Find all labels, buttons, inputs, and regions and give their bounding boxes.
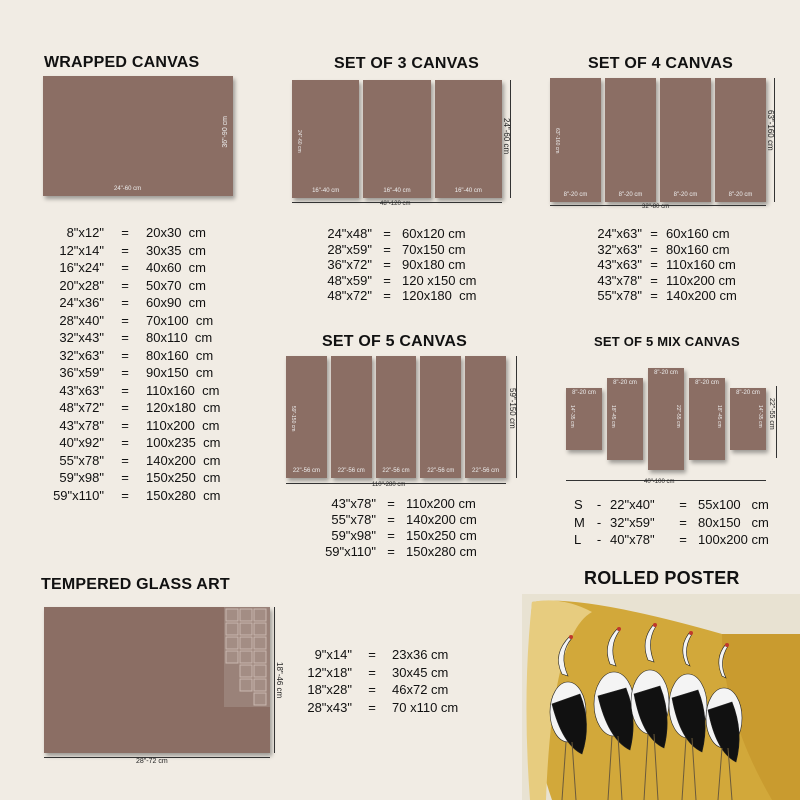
set4-panel [660, 78, 711, 202]
mix-panel [689, 378, 725, 460]
set5-panel [286, 356, 327, 478]
set5-panel [465, 356, 506, 478]
size-row [590, 242, 776, 258]
equals-sign: = [387, 496, 395, 511]
size-inches: 12"x14" [59, 242, 104, 258]
glass-title: TEMPERED GLASS ART [41, 576, 230, 593]
mix-panel-width-label: 8"-20 cm [695, 380, 719, 386]
equals-sign: = [121, 365, 129, 380]
equals-sign: = [650, 226, 658, 241]
equals-sign: = [121, 452, 129, 468]
equals-sign: = [368, 699, 376, 715]
equals-sign: = [383, 241, 391, 257]
set5-title: SET OF 5 CANVAS [322, 333, 467, 350]
equals-sign: = [679, 514, 687, 530]
size-cm: 80x160 cm [666, 241, 730, 257]
equals-sign: = [387, 544, 395, 559]
size-row [48, 382, 256, 400]
mix-panel-width-label: 8"-20 cm [613, 380, 637, 386]
size-row [318, 257, 512, 273]
equals-sign: = [387, 528, 395, 543]
poster-photo [522, 594, 800, 800]
set3-title: SET OF 3 CANVAS [334, 55, 479, 72]
set4-title: SET OF 4 CANVAS [588, 55, 733, 72]
set3-panel [292, 80, 359, 198]
set5-side-label: 59"-150 cm [508, 388, 517, 429]
size-row [48, 242, 256, 260]
size-inches: 24"x48" [327, 226, 372, 241]
size-cm: 70x100 cm [146, 312, 214, 328]
set5-preview [286, 356, 506, 478]
size-row [316, 496, 516, 512]
size-cm: 50x70 cm [146, 277, 206, 293]
equals-sign: = [121, 382, 129, 398]
size-row [318, 242, 512, 258]
equals-sign: = [383, 226, 391, 241]
equals-sign: = [121, 225, 129, 240]
set4-size-table [590, 226, 776, 304]
size-cm: 80x160 cm [146, 347, 214, 363]
panel-width-label: 16"-40 cm [312, 188, 340, 194]
size-row [318, 226, 512, 242]
glass-height-label: 18"-46 cm [275, 662, 284, 699]
size-row [48, 452, 256, 470]
set4-panel [550, 78, 601, 202]
glass-grid-icon [44, 607, 270, 753]
size-inches: 43"x63" [597, 257, 642, 272]
equals-sign: = [368, 647, 376, 662]
size-inches: 36"x59" [59, 365, 104, 380]
set4-panel [715, 78, 766, 202]
size-inches: 12"x18" [307, 664, 352, 680]
mix-panel [730, 388, 766, 450]
equals-sign: = [121, 435, 129, 450]
equals-sign: = [650, 257, 658, 272]
panel-width-label: 16"-40 cm [454, 188, 482, 194]
size-cm: 80x150 cm [698, 514, 769, 530]
size-code: M [574, 514, 585, 530]
size-inches: 48"x72" [59, 400, 104, 415]
set5-total-label: 110"-280 cm [372, 482, 406, 488]
size-row [304, 664, 502, 682]
equals-sign: = [383, 272, 391, 288]
glass-width-label: 28"-72 cm [136, 758, 168, 765]
size-cm: 100x200 cm [698, 532, 769, 547]
size-row [318, 288, 512, 304]
equals-sign: = [121, 295, 129, 310]
size-inches: 28"x40" [59, 312, 104, 328]
size-row [574, 531, 798, 549]
panel-height-label: 24"-60 cm [296, 130, 302, 153]
size-inches: 59"x98" [331, 528, 376, 543]
set4-preview [550, 78, 766, 202]
size-row [318, 273, 512, 289]
size-cm: 90x180 cm [402, 257, 466, 272]
size-row [316, 528, 516, 544]
size-cm: 110x200 cm [666, 272, 736, 288]
equals-sign: = [679, 497, 687, 512]
size-cm: 110x160 cm [666, 257, 736, 272]
size-row [48, 259, 256, 277]
poster-title: ROLLED POSTER [584, 568, 740, 588]
mix-panel-width-label: 8"-20 cm [572, 390, 596, 396]
mix-panel-height-label: 18"-45 cm [610, 405, 616, 428]
equals-sign: = [121, 487, 129, 503]
size-inches: 18"x28" [307, 682, 352, 697]
mix-title: SET OF 5 MIX CANVAS [594, 334, 740, 349]
set3-size-table [318, 226, 512, 304]
size-row [48, 312, 256, 330]
size-inches: 32"x43" [59, 330, 104, 345]
size-cm: 150x250 cm [146, 470, 221, 485]
size-inches: 22"x40" [610, 497, 655, 512]
set5-panel [420, 356, 461, 478]
panel-width-label: 22"-56 cm [472, 468, 500, 474]
panel-height-label: 63"-160 cm [554, 128, 560, 154]
size-row [590, 226, 776, 242]
size-cm: 70x150 cm [402, 241, 466, 257]
mix-side-label: 22"-55 cm [768, 398, 775, 430]
size-row [574, 496, 798, 514]
equals-sign: = [650, 288, 658, 303]
mix-panel-height-label: 14"-35 cm [757, 405, 763, 428]
size-cm: 60x160 cm [666, 226, 730, 241]
equals-sign: = [121, 470, 129, 485]
set3-side-label: 24"-60 cm [502, 118, 511, 155]
size-cm: 110x160 cm [146, 382, 220, 398]
size-cm: 46x72 cm [392, 682, 449, 697]
size-inches: 32"x63" [597, 241, 642, 257]
size-row [48, 434, 256, 452]
size-inches: 43"x78" [331, 496, 376, 511]
panel-width-label: 22"-56 cm [337, 468, 365, 474]
size-cm: 55x100 cm [698, 497, 769, 512]
panel-width-label: 8"-20 cm [563, 192, 588, 198]
equals-sign: = [121, 242, 129, 258]
mix-height-line [776, 386, 777, 458]
size-inches: 43"x78" [59, 417, 104, 433]
mix-panel-height-label: 18"-45 cm [716, 405, 722, 428]
size-cm: 140x200 cm [146, 452, 221, 468]
panel-width-label: 16"-40 cm [383, 188, 411, 194]
size-inches: 9"x14" [314, 647, 352, 662]
crane-poster-image [522, 594, 800, 800]
size-cm: 30x45 cm [392, 664, 449, 680]
size-cm: 150x280 cm [146, 487, 221, 503]
wrapped-size-table [48, 224, 256, 504]
size-row [574, 514, 798, 532]
equals-sign: = [387, 512, 395, 527]
set3-panel [435, 80, 502, 198]
size-inches: 32"x59" [610, 514, 655, 530]
size-row [590, 257, 776, 273]
equals-sign: = [121, 260, 129, 275]
size-row [48, 329, 256, 347]
size-cm: 110x200 cm [146, 417, 220, 433]
wrapped-canvas-preview [43, 76, 233, 196]
size-row [48, 347, 256, 365]
size-cm: 80x110 cm [146, 330, 213, 345]
mix-panel-height-label: 22"-55 cm [675, 405, 681, 428]
size-inches: 16"x24" [59, 260, 104, 275]
size-inches: 55"x78" [59, 452, 104, 468]
size-inches: 36"x72" [327, 257, 372, 272]
set4-panel [605, 78, 656, 202]
wrapped-canvas-title: WRAPPED CANVAS [44, 54, 200, 71]
size-cm: 70 x110 cm [392, 699, 459, 715]
size-cm: 140x200 cm [666, 288, 737, 303]
size-row [304, 699, 502, 717]
size-row [48, 224, 256, 242]
size-cm: 110x200 cm [406, 496, 476, 511]
set4-side-label: 63"-160 cm [766, 110, 775, 151]
size-inches: 55"x78" [331, 512, 376, 527]
size-cm: 20x30 cm [146, 225, 206, 240]
mix-panel-width-label: 8"-20 cm [736, 390, 760, 396]
size-cm: 150x250 cm [406, 528, 477, 543]
size-inches: 28"x59" [327, 241, 372, 257]
size-inches: 59"x98" [59, 470, 104, 485]
size-inches: 20"x28" [59, 277, 104, 293]
equals-sign: = [121, 312, 129, 328]
equals-sign: = [368, 682, 376, 697]
equals-sign: = [679, 532, 687, 547]
equals-sign: = [121, 400, 129, 415]
size-row [316, 512, 516, 528]
size-inches: 43"x78" [597, 272, 642, 288]
size-cm: 40x60 cm [146, 260, 206, 275]
size-row [48, 469, 256, 487]
panel-width-label: 22"-56 cm [292, 468, 320, 474]
size-row [304, 681, 502, 699]
equals-sign: = [650, 272, 658, 288]
size-cm: 60x90 cm [146, 295, 206, 310]
panel-width-label: 22"-56 cm [382, 468, 410, 474]
dash-sign: - [596, 497, 602, 512]
size-row [48, 399, 256, 417]
size-row [590, 273, 776, 289]
equals-sign: = [650, 241, 658, 257]
panel-width-label: 8"-20 cm [618, 192, 643, 198]
mix-panel [566, 388, 602, 450]
set4-total-label: 32"-80 cm [642, 204, 670, 210]
size-cm: 90x150 cm [146, 365, 214, 380]
size-cm: 120x180 cm [146, 400, 221, 415]
glass-preview [44, 607, 270, 753]
set5-panel [331, 356, 372, 478]
size-cm: 120x180 cm [402, 288, 477, 303]
equals-sign: = [383, 257, 391, 272]
size-row [48, 487, 256, 505]
panel-height-label: 59"-150 cm [290, 406, 296, 432]
equals-sign: = [368, 664, 376, 680]
size-inches: 8"x12" [66, 225, 104, 240]
glass-size-table [304, 646, 502, 716]
mix-size-table [574, 496, 798, 549]
wrapped-height-label: 36"-90 cm [222, 116, 229, 148]
equals-sign: = [121, 417, 129, 433]
size-inches: 32"x63" [59, 347, 104, 363]
size-row [48, 364, 256, 382]
size-row [590, 288, 776, 304]
wrapped-width-label: 24"-60 cm [114, 186, 142, 192]
mix-panel [648, 368, 684, 470]
size-cm: 60x120 cm [402, 226, 466, 241]
equals-sign: = [121, 277, 129, 293]
size-code: L [574, 532, 582, 547]
set5-size-table [316, 496, 516, 560]
size-inches: 40"x92" [59, 435, 104, 450]
mix-panel-height-label: 14"-35 cm [569, 405, 575, 428]
panel-width-label: 22"-56 cm [427, 468, 455, 474]
mix-panel-width-label: 8"-20 cm [654, 370, 678, 376]
equals-sign: = [383, 288, 391, 303]
size-inches: 40"x78" [610, 532, 655, 547]
equals-sign: = [121, 347, 129, 363]
size-inches: 59"x110" [53, 487, 104, 503]
size-row [316, 544, 516, 560]
size-row [48, 294, 256, 312]
size-inches: 43"x63" [59, 382, 104, 398]
size-inches: 28"x43" [307, 699, 352, 715]
set5-panel [376, 356, 417, 478]
set3-preview [292, 80, 502, 198]
set3-total-label: 48"-120 cm [380, 201, 411, 207]
size-cm: 30x35 cm [146, 242, 206, 258]
size-row [304, 646, 502, 664]
size-cm: 100x235 cm [146, 435, 221, 450]
mix-preview [562, 360, 768, 480]
size-row [48, 277, 256, 295]
mix-total-label: 40"-100 cm [644, 479, 675, 485]
size-cm: 23x36 cm [392, 647, 449, 662]
size-inches: 24"x63" [597, 226, 642, 241]
size-inches: 48"x72" [327, 288, 372, 303]
mix-panel [607, 378, 643, 460]
size-row [48, 417, 256, 435]
size-inches: 24"x36" [59, 295, 104, 310]
size-cm: 120 x150 cm [402, 272, 477, 288]
panel-width-label: 8"-20 cm [673, 192, 698, 198]
size-cm: 150x280 cm [406, 544, 477, 559]
panel-width-label: 8"-20 cm [728, 192, 753, 198]
size-inches: 48"x59" [327, 272, 372, 288]
size-cm: 140x200 cm [406, 512, 477, 527]
set3-panel [363, 80, 430, 198]
dash-sign: - [596, 514, 602, 530]
size-code: S [574, 497, 583, 512]
size-inches: 59"x110" [325, 544, 376, 559]
equals-sign: = [121, 330, 129, 345]
dash-sign: - [596, 532, 602, 547]
size-inches: 55"x78" [597, 288, 642, 303]
